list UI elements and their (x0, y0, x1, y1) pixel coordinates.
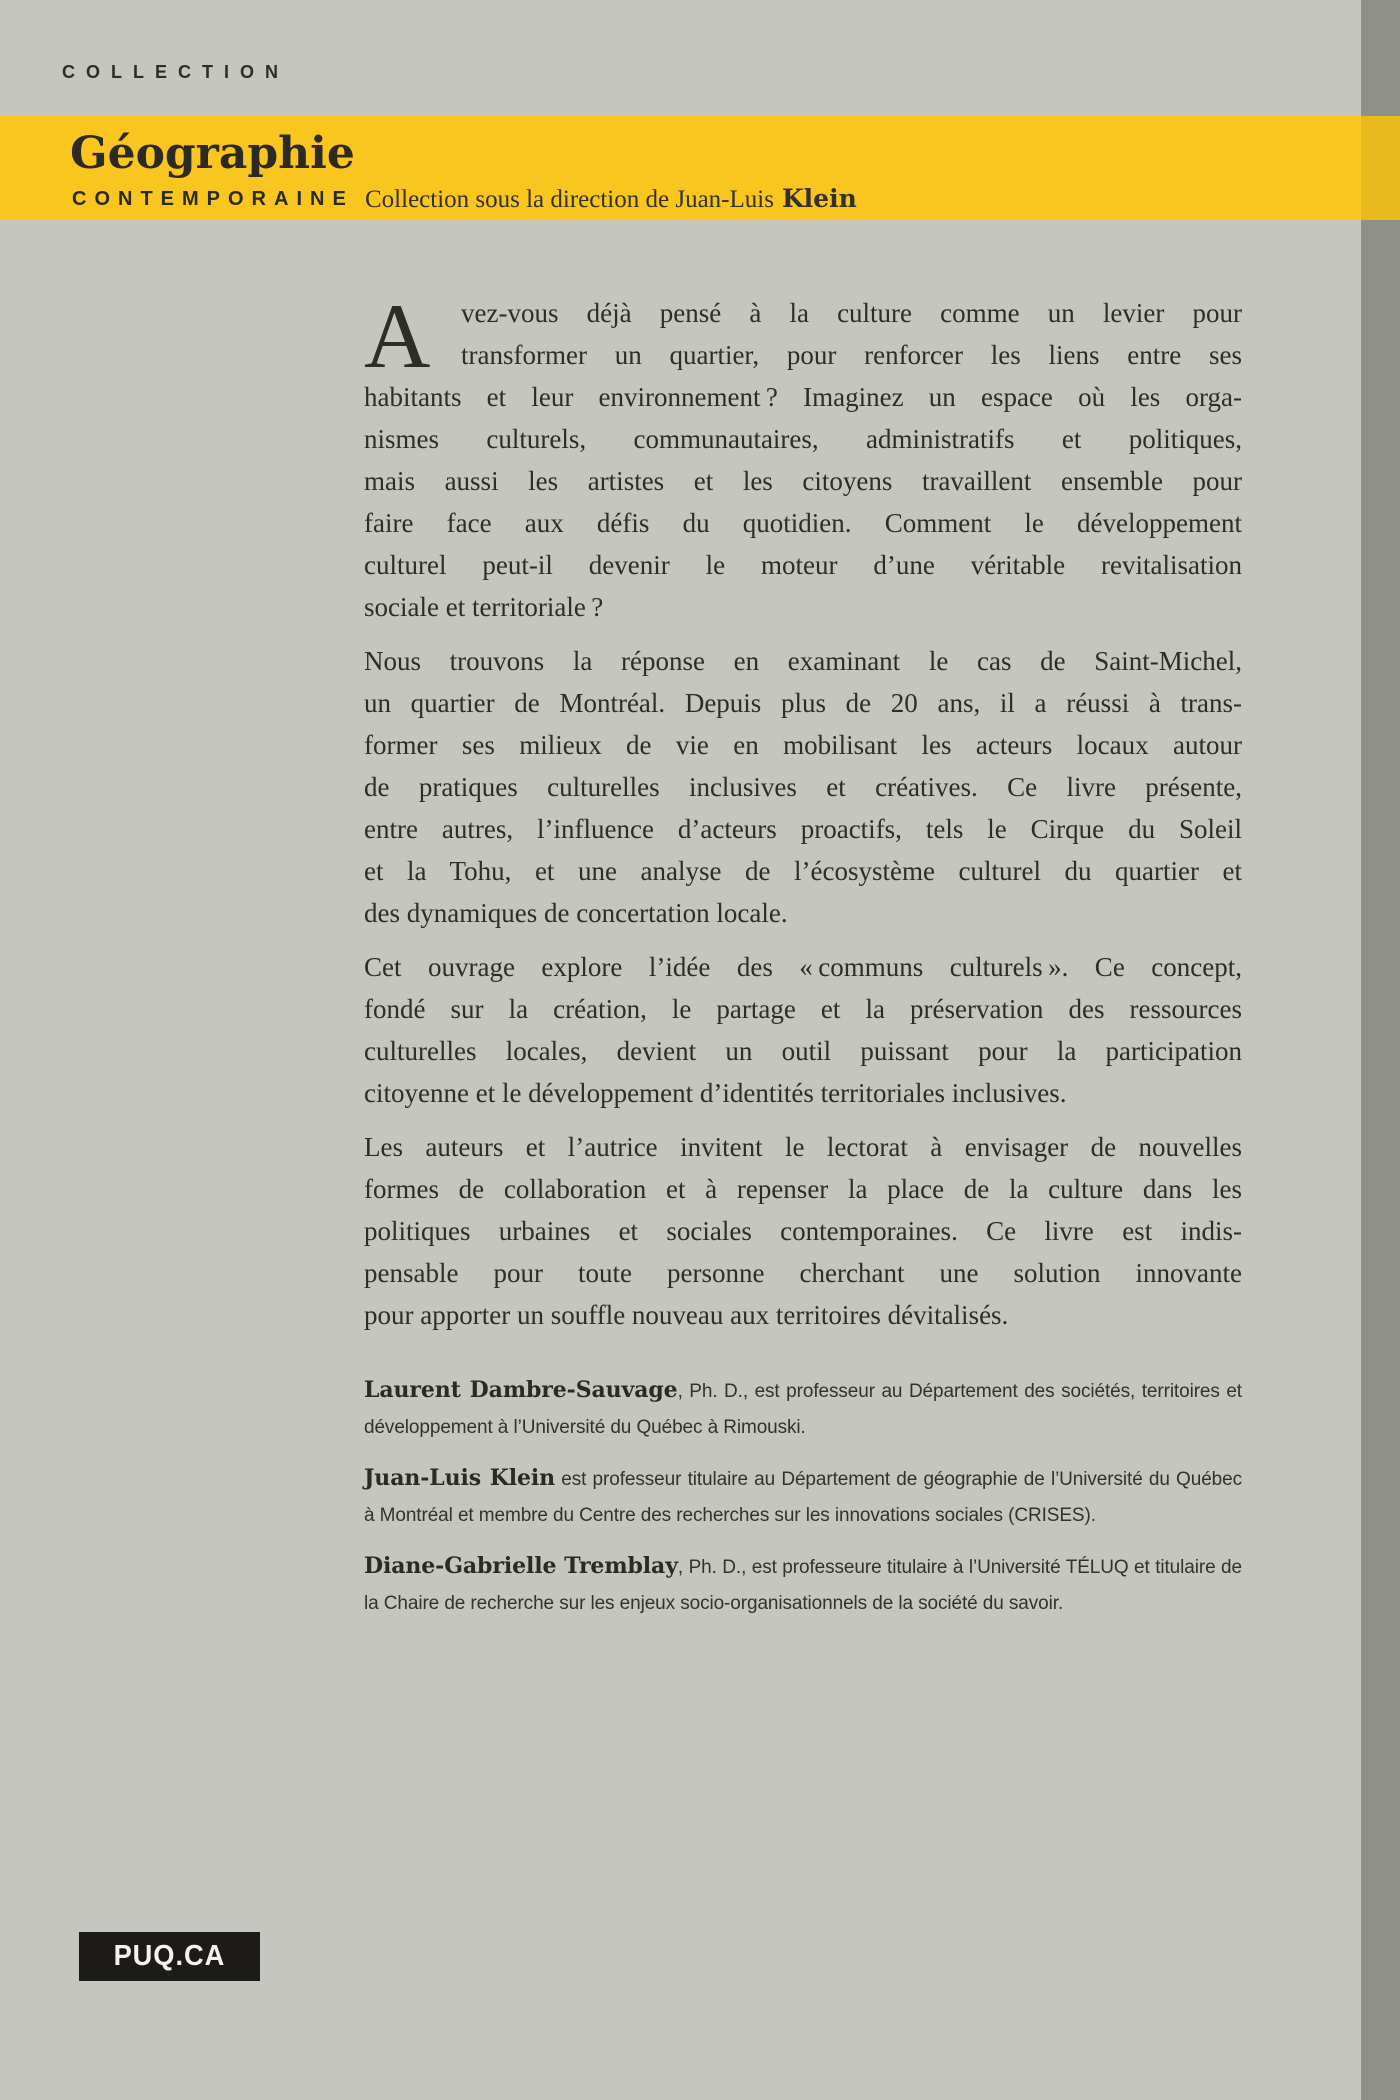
text-line: habitants et leur environnement ? Imaginez un espace où les orga- (364, 382, 1242, 412)
text-line: transformer un quartier, pour renforcer les liens entre ses (461, 340, 1242, 370)
text-line: sociale et territoriale ? (364, 592, 604, 622)
text-line: citoyenne et le développement d’identités territoriales inclusives. (364, 1078, 1067, 1108)
text-line: culturel peut-il devenir le moteur d’une véritable revitalisation (364, 550, 1242, 580)
text-line: des dynamiques de concertation locale. (364, 898, 788, 928)
collection-label: COLLECTION (62, 62, 289, 82)
series-band-shade (1361, 116, 1400, 220)
author-bio (364, 1372, 1242, 1446)
text-line: faire face aux défis du quotidien. Comment le développement (364, 508, 1242, 538)
author-bio (364, 1548, 1242, 1622)
series-band (0, 116, 1400, 220)
text-line: Les auteurs et l’autrice invitent le lectorat à envisager de nouvelles (364, 1132, 1242, 1162)
text-line: politiques urbaines et sociales contemporaines. Ce livre est indis- (364, 1216, 1242, 1246)
director-name: Klein (781, 184, 857, 213)
drop-cap: A (364, 285, 431, 387)
publisher-label: PUQ.CA (113, 1940, 226, 1972)
text-line: pour apporter un souffle nouveau aux territoires dévitalisés. (364, 1300, 1009, 1330)
series-title: Géographie (70, 128, 355, 179)
author-bio-text: , Ph. D., est professeure titulaire à l’Université TÉLUQ et titulaire de la Chaire de recherche sur les enjeux socio-organisationnels de la société du savoir. (364, 1557, 1242, 1614)
text-line: fondé sur la création, le partage et la préservation des ressources (364, 994, 1242, 1024)
author-name: Laurent Dambre-Sauvage (364, 1377, 678, 1403)
author-name: Juan-Luis Klein (364, 1465, 556, 1491)
paragraph (364, 285, 1242, 628)
text-line: pensable pour toute personne cherchant une solution innovante (364, 1258, 1242, 1288)
synopsis (364, 285, 1242, 1336)
text-line: Nous trouvons la réponse en examinant le cas de Saint-Michel, (364, 646, 1242, 676)
text-line: nismes culturels, communautaires, administratifs et politiques, (364, 424, 1242, 454)
series-direction (365, 184, 857, 214)
text-line: Cet ouvrage explore l’idée des « communs culturels ». Ce concept, (364, 952, 1242, 982)
text-line: mais aussi les artistes et les citoyens travaillent ensemble pour (364, 466, 1242, 496)
author-bio-text: est professeur titulaire au Département de géographie de l’Université du Québec à Montréal et membre du Centre des recherches sur les innovations sociales (CRISES). (364, 1469, 1243, 1526)
text-line: un quartier de Montréal. Depuis plus de 20 ans, il a réussi à trans- (364, 688, 1242, 718)
direction-prefix: Collection sous la direction de Juan-Luis (365, 186, 774, 213)
text-line: culturelles locales, devient un outil puissant pour la participation (364, 1036, 1242, 1066)
author-bio-text: , Ph. D., est professeur au Département des sociétés, territoires et développement à l’Université du Québec à Rimouski. (364, 1381, 1242, 1438)
text-line: former ses milieux de vie en mobilisant les acteurs locaux autour (364, 730, 1242, 760)
text-line: formes de collaboration et à repenser la place de la culture dans les (364, 1174, 1242, 1204)
author-name: Diane-Gabrielle Tremblay (364, 1553, 678, 1579)
text-line: entre autres, l’influence d’acteurs proactifs, tels le Cirque du Soleil (364, 814, 1242, 844)
text-line: vez-vous déjà pensé à la culture comme un levier pour (461, 298, 1242, 328)
author-bios (364, 1372, 1242, 1622)
series-subtitle: CONTEMPORAINE (72, 188, 354, 210)
text-line: et la Tohu, et une analyse de l’écosystème culturel du quartier et (364, 856, 1242, 886)
paragraph (364, 946, 1242, 1114)
paragraph (364, 640, 1242, 934)
paragraph (364, 1126, 1242, 1336)
author-bio (364, 1460, 1242, 1534)
publisher-box (79, 1932, 260, 1981)
text-line: de pratiques culturelles inclusives et créatives. Ce livre présente, (364, 772, 1242, 802)
spine-strip (1361, 0, 1400, 2100)
